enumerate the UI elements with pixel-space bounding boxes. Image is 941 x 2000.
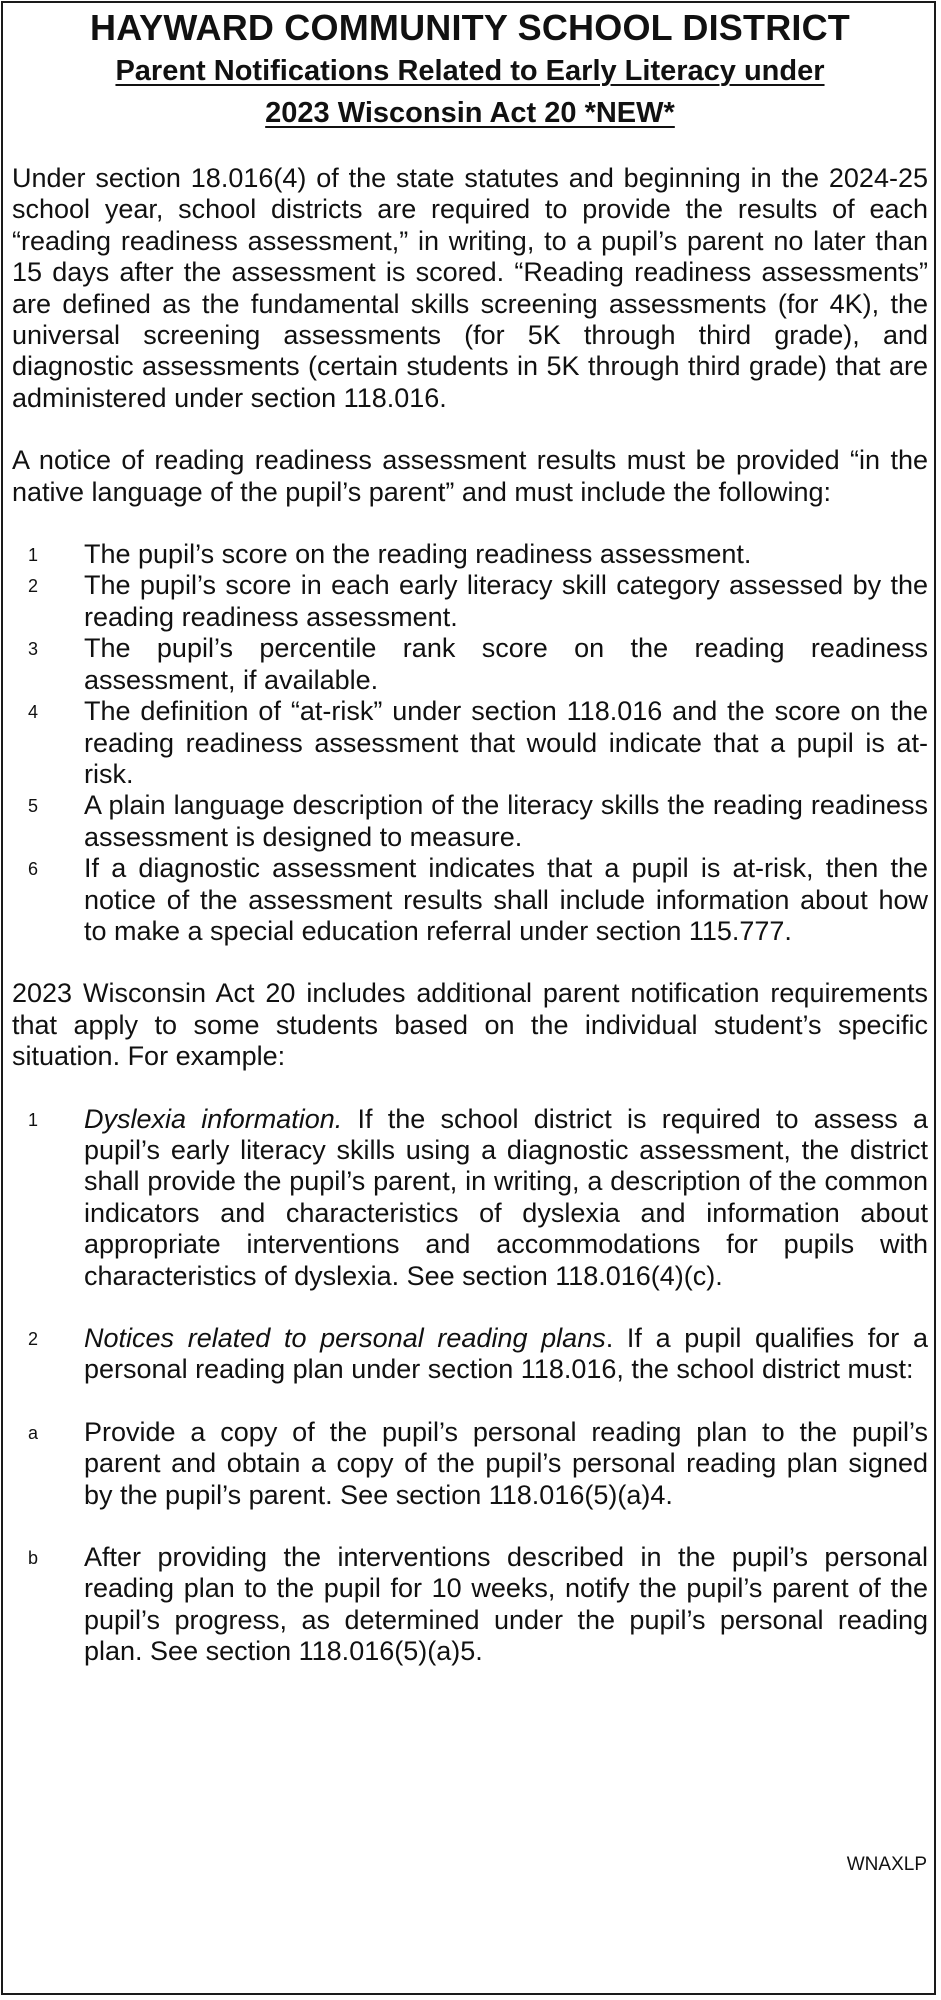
list-item [12, 539, 928, 570]
notice-requirements-list [12, 539, 928, 947]
list-item-text: The pupil’s percentile rank score on the reading readiness assessment, if available. [84, 633, 928, 695]
list-item [12, 570, 928, 633]
list-item-text: The definition of “at-risk” under section 118.016 and the score on the reading readiness assessment that would indicate that a pupil is at-risk. [84, 696, 928, 789]
list-item-lead: Notices related to personal reading plans [84, 1323, 606, 1353]
list-item [12, 633, 928, 696]
list-item-text: If the school district is required to assess a pupil’s early literacy skills using a diagnostic assessment, the district shall provide the pupil’s parent, in writing, a description of the common indicators and characteristics of dyslexia and information about appropriate interventions and accommodations for pupils with characteristics of dyslexia. See section 118.016(4)(c). [84, 1103, 928, 1291]
page-title: HAYWARD COMMUNITY SCHOOL DISTRICT [90, 7, 850, 48]
list-item [12, 1542, 928, 1668]
subtitle-line-1: Parent Notifications Related to Early Literacy under [115, 55, 825, 87]
notice-content [12, 6, 928, 1668]
list-item-lead: Dyslexia information. [84, 1103, 343, 1134]
list-number: 1 [28, 545, 39, 566]
additional-paragraph: 2023 Wisconsin Act 20 includes additional parent notification requirements that apply to some students based on the individual student’s specific situation. For example: [12, 978, 928, 1072]
list-number: a [28, 1422, 39, 1443]
list-item [12, 1104, 928, 1292]
list-item [12, 696, 928, 790]
list-item-text: After providing the interventions described in the pupil’s personal reading plan to the pupil for 10 weeks, notify the pupil’s parent of the pupil’s progress, as determined under the pupil’s personal reading plan. See section 118.016(5)(a)5. [84, 1542, 928, 1667]
example-requirements-list [12, 1104, 928, 1668]
list-item-text: Provide a copy of the pupil’s personal reading plan to the pupil’s parent and obtain a copy of the pupil’s personal reading plan signed by the pupil’s parent. See section 118.016(5)(a)4. [84, 1416, 928, 1510]
list-item [12, 853, 928, 947]
list-item [12, 790, 928, 853]
list-number: 2 [28, 576, 39, 597]
notice-paragraph: A notice of reading readiness assessment results must be provided “in the native language of the pupil’s parent” and must include the following: [12, 445, 928, 507]
list-item [12, 1417, 928, 1511]
list-number: 1 [28, 1109, 39, 1130]
list-number: 3 [28, 639, 39, 660]
list-number: 6 [28, 859, 39, 880]
list-item-text: . If a pupil qualifies for a personal reading plan under section 118.016, the school district must: [84, 1323, 928, 1385]
publication-code: WNAXLP [846, 1854, 927, 1875]
list-number: 5 [28, 796, 39, 817]
list-number: 2 [28, 1329, 39, 1349]
list-item [12, 1323, 928, 1386]
subtitle-line-2: 2023 Wisconsin Act 20 *NEW* [265, 97, 675, 129]
list-item-text: The pupil’s score in each early literacy skill category assessed by the reading readiness assessment. [84, 570, 928, 632]
intro-paragraph: Under section 18.016(4) of the state statutes and beginning in the 2024-25 school year, school districts are required to provide the results of each “reading readiness assessment,” in writing, to a pupil’s parent no later than 15 days after the assessment is scored. “Reading readiness assessments” are defined as the fundamental skills screening assessments (for 4K), the universal screening assessments (for 5K through third grade), and diagnostic assessments (certain students in 5K through third grade) that are administered under section 118.016. [12, 163, 928, 413]
list-item-text: The pupil’s score on the reading readiness assessment. [84, 539, 752, 570]
list-item-text: A plain language description of the literacy skills the reading readiness assessment is designed to measure. [84, 790, 928, 852]
list-number: 4 [28, 702, 39, 723]
list-number: b [28, 1548, 39, 1569]
list-item-text: If a diagnostic assessment indicates that a pupil is at-risk, then the notice of the assessment results shall include information about how to make a special education referral under section 115.777. [84, 853, 928, 946]
